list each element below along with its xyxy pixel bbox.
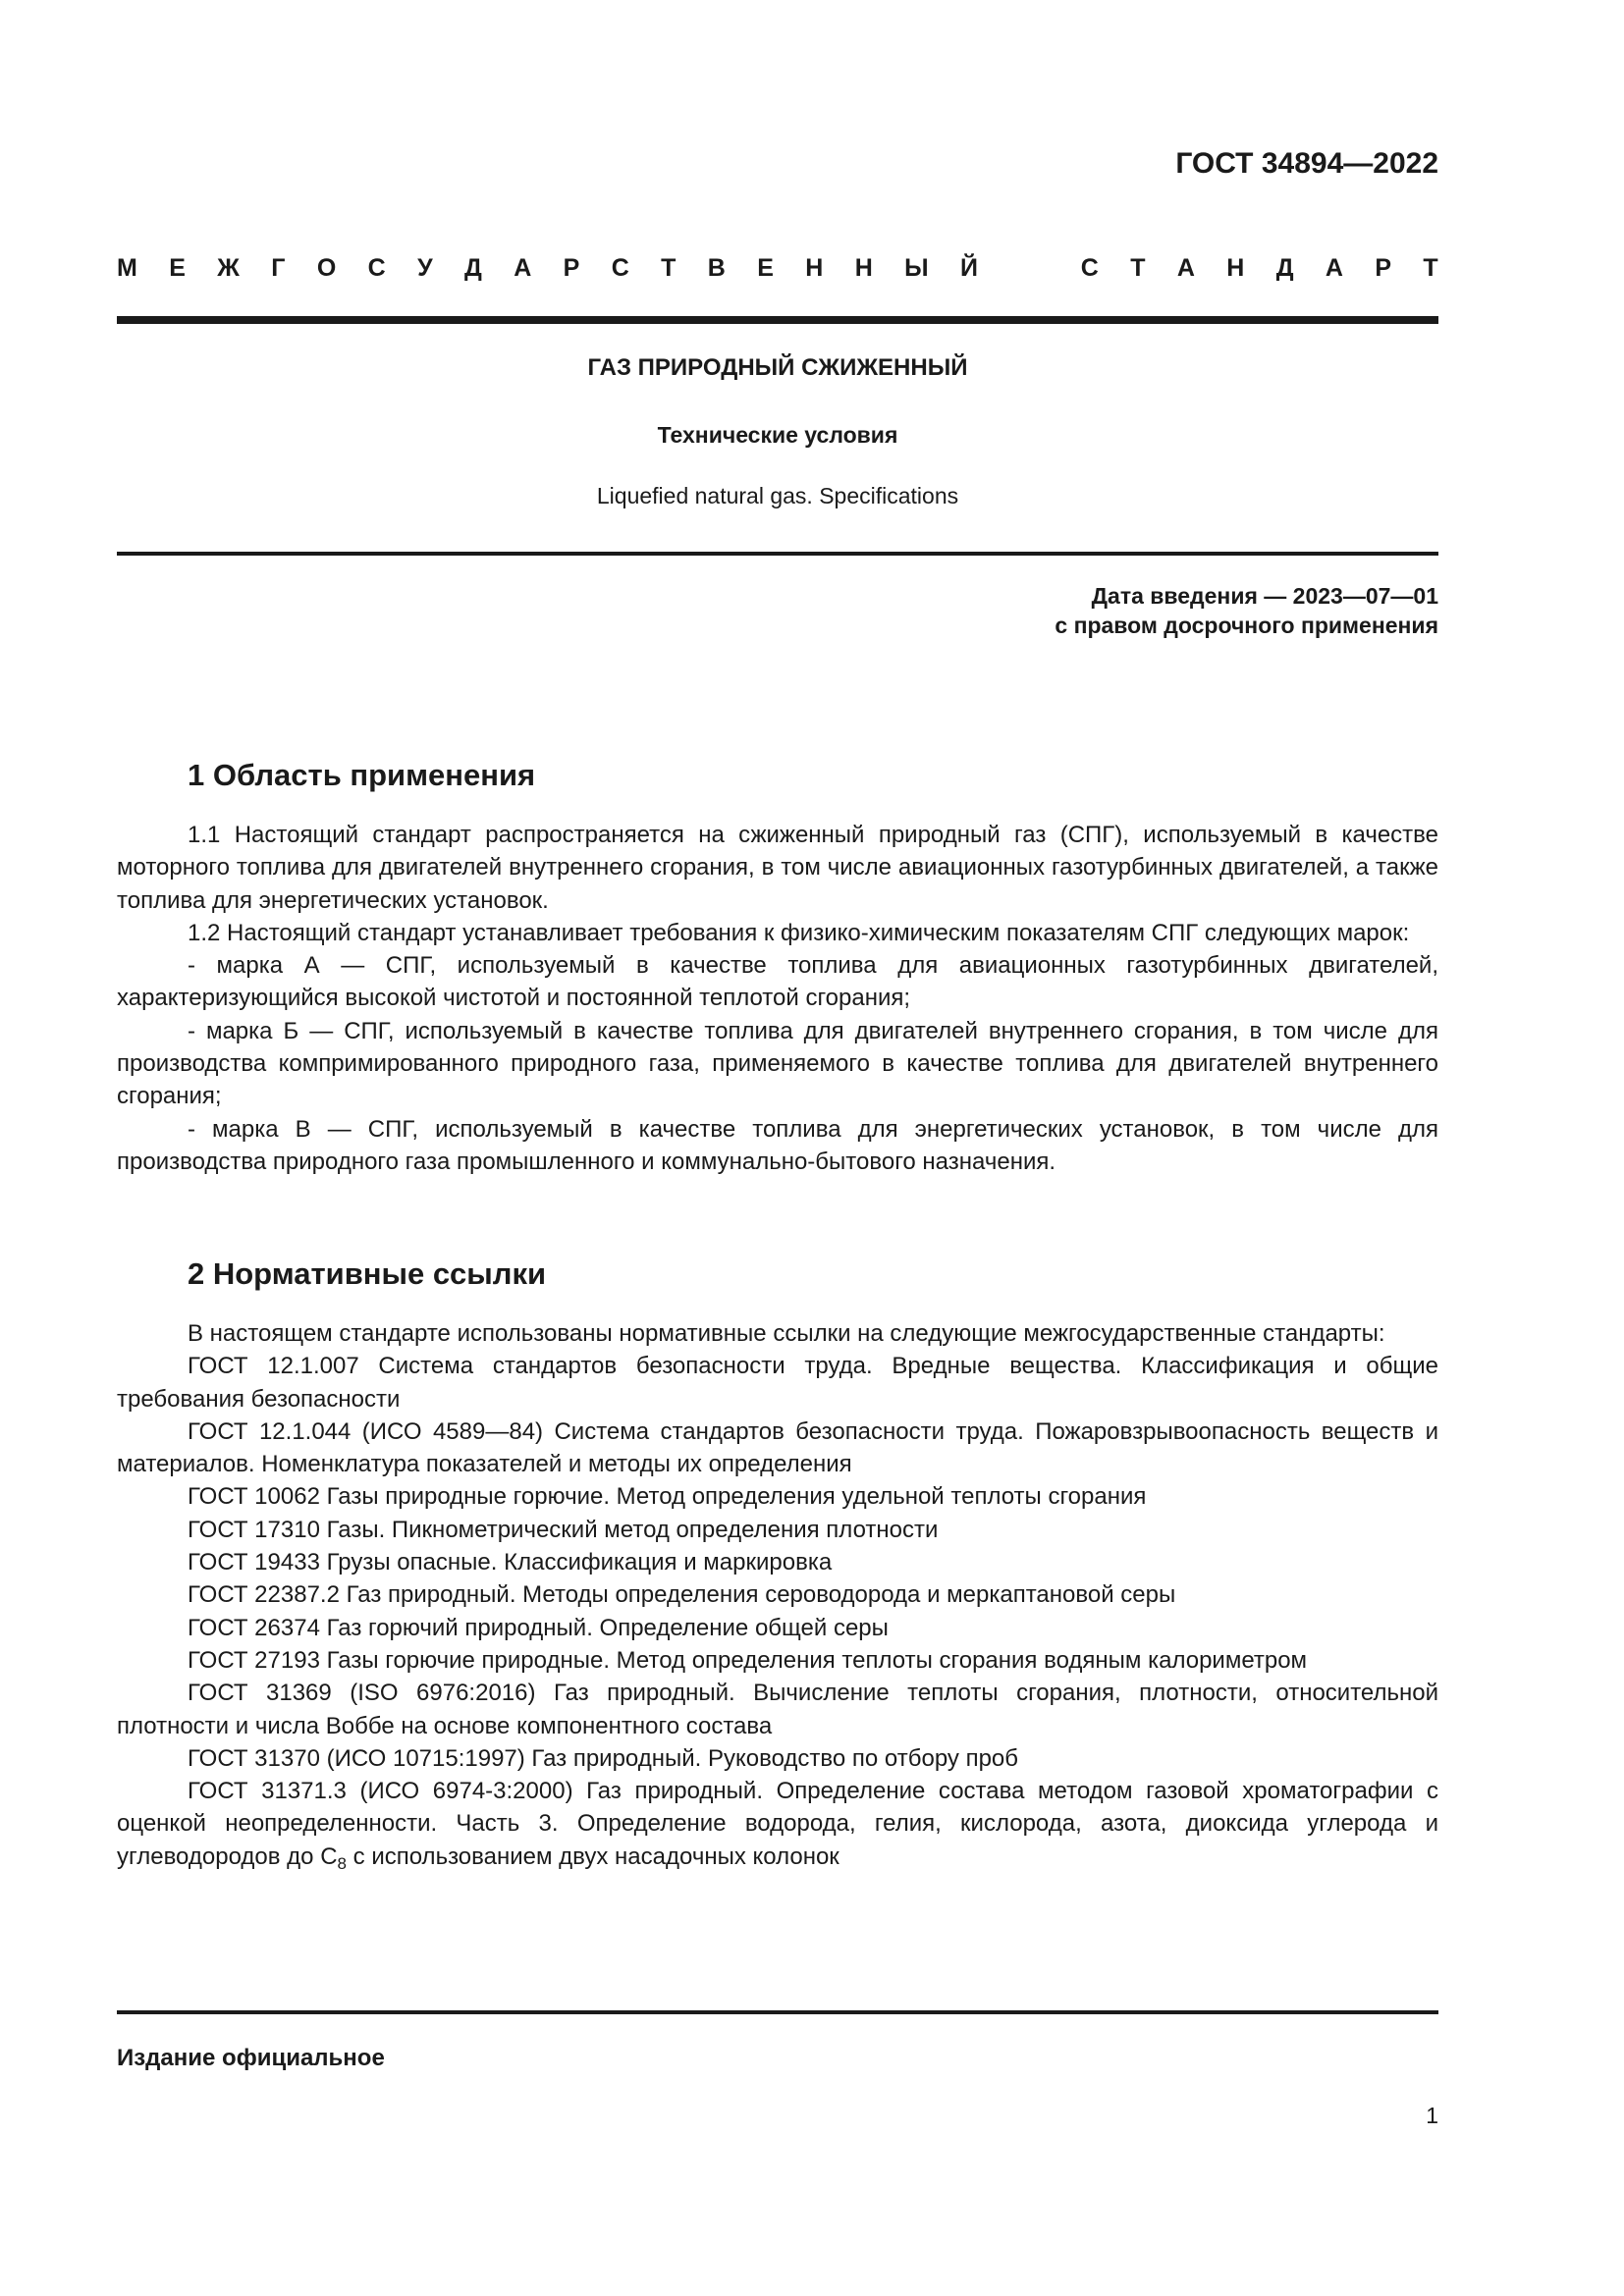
page-number: 1 bbox=[1426, 2103, 1438, 2128]
document-subtitle: Технические условия bbox=[657, 422, 898, 448]
reference-item: ГОСТ 27193 Газы горючие природные. Метод определения теплоты сгорания водяным калориметром bbox=[188, 1646, 1308, 1674]
footer-divider bbox=[117, 2010, 1438, 2014]
document-title-english: Liquefied natural gas. Specifications bbox=[596, 483, 959, 508]
subscript: 8 bbox=[337, 1853, 347, 1873]
interstate-letter: У bbox=[417, 254, 433, 282]
section-1-body bbox=[117, 819, 1438, 1178]
introduction-date bbox=[1055, 581, 1438, 640]
interstate-letter: А bbox=[1176, 254, 1195, 282]
interstate-letter: Е bbox=[757, 254, 774, 282]
section-2-heading: 2 Нормативные ссылки bbox=[188, 1256, 547, 1291]
reference-text: ГОСТ 31371.3 (ИСО 6974-3:2000) Газ природный. Определение состава методом газовой хроматографии с оценкой неопределенности. Часть 3. Определение водорода, гелия, кислорода, азота, диоксида углерода и углеводородов до С bbox=[117, 1778, 1438, 1870]
interstate-letter: О bbox=[316, 254, 337, 282]
reference-text-tail: с использованием двух насадочных колонок bbox=[347, 1842, 839, 1870]
interstate-letter: А bbox=[514, 254, 532, 282]
early-application-line: с правом досрочного применения bbox=[1055, 613, 1438, 638]
reference-item bbox=[117, 1775, 1438, 1873]
document-title: ГАЗ ПРИРОДНЫЙ СЖИЖЕННЫЙ bbox=[587, 354, 968, 381]
interstate-letter: Г bbox=[271, 254, 286, 282]
reference-item: ГОСТ 22387.2 Газ природный. Методы определения сероводорода и меркаптановой серы bbox=[188, 1581, 1176, 1609]
interstate-letter: С bbox=[367, 254, 386, 282]
reference-item: ГОСТ 12.1.044 (ИСО 4589—84) Система стандартов безопасности труда. Пожаровзрывоопасность веществ и материалов. Номенклатура показателей и методы их определения bbox=[117, 1417, 1438, 1478]
interstate-letter: Р bbox=[1375, 254, 1392, 282]
interstate-letter: Т bbox=[661, 254, 677, 282]
reference-item: ГОСТ 12.1.007 Система стандартов безопасности труда. Вредные вещества. Классификация и общие требования безопасности bbox=[117, 1353, 1438, 1413]
list-item: - марка В — СПГ, используемый в качестве топлива для энергетических установок, в том числе для производства природного газа промышленного и коммунально-бытового назначения. bbox=[117, 1115, 1438, 1175]
reference-item: ГОСТ 26374 Газ горючий природный. Определение общей серы bbox=[188, 1614, 889, 1641]
reference-item: ГОСТ 17310 Газы. Пикнометрический метод определения плотности bbox=[188, 1516, 939, 1543]
reference-item: ГОСТ 31369 (ISO 6976:2016) Газ природный. Вычисление теплоты сгорания, плотности, относительной плотности и числа Воббе на основе компонентного состава bbox=[117, 1680, 1438, 1739]
official-edition-label: Издание официальное bbox=[117, 2045, 385, 2071]
reference-item: ГОСТ 10062 Газы природные горючие. Метод определения удельной теплоты сгорания bbox=[188, 1483, 1147, 1511]
interstate-letter: В bbox=[707, 254, 726, 282]
reference-item: ГОСТ 19433 Грузы опасные. Классификация и маркировка bbox=[188, 1549, 833, 1576]
interstate-letter: Р bbox=[563, 254, 580, 282]
section-2-body bbox=[117, 1317, 1438, 1873]
document-page bbox=[117, 0, 1438, 2296]
interstate-standard-heading bbox=[117, 251, 1438, 285]
paragraph: В настоящем стандарте использованы нормативные ссылки на следующие межгосударственные стандарты: bbox=[188, 1320, 1385, 1347]
interstate-letter: М bbox=[117, 254, 137, 282]
list-item: - марка Б — СПГ, используемый в качестве топлива для двигателей внутреннего сгорания, в том числе для производства компримированного природного газа, применяемого в качестве топлива для двигателей внутреннего сгорания; bbox=[117, 1017, 1438, 1110]
interstate-letter: Н bbox=[854, 254, 873, 282]
interstate-letter: А bbox=[1325, 254, 1343, 282]
interstate-letter: Д bbox=[1275, 254, 1294, 282]
paragraph: 1.2 Настоящий стандарт устанавливает требования к физико-химическим показателям СПГ следующих марок: bbox=[188, 919, 1410, 946]
title-divider bbox=[117, 552, 1438, 556]
section-1-heading: 1 Область применения bbox=[188, 758, 536, 792]
word-gap bbox=[1009, 251, 1049, 285]
interstate-letter: С bbox=[611, 254, 629, 282]
interstate-letter: Н bbox=[1226, 254, 1245, 282]
interstate-letter: Д bbox=[464, 254, 482, 282]
list-item: - марка А — СПГ, используемый в качестве топлива для авиационных газотурбинных двигателей, характеризующийся высокой чистотой и постоянной теплотой сгорания; bbox=[117, 952, 1438, 1012]
introduction-date-line: Дата введения — 2023—07—01 bbox=[1091, 583, 1438, 609]
interstate-letter: Н bbox=[805, 254, 824, 282]
standard-number: ГОСТ 34894—2022 bbox=[1175, 147, 1438, 180]
reference-item: ГОСТ 31370 (ИСО 10715:1997) Газ природный. Руководство по отбору проб bbox=[188, 1744, 1019, 1772]
interstate-letter: Й bbox=[960, 254, 978, 282]
interstate-letter: Т bbox=[1423, 254, 1438, 282]
interstate-letter: Е bbox=[169, 254, 186, 282]
header-divider-thick bbox=[117, 316, 1438, 324]
interstate-letter: С bbox=[1080, 254, 1099, 282]
interstate-letter: Т bbox=[1130, 254, 1146, 282]
interstate-letter: Ы bbox=[904, 254, 929, 282]
interstate-letter: Ж bbox=[217, 254, 240, 282]
paragraph: 1.1 Настоящий стандарт распространяется на сжиженный природный газ (СПГ), используемый в качестве моторного топлива для двигателей внутреннего сгорания, в том числе авиационных газотурбинных двигателей, а также топлива для энергетических установок. bbox=[117, 822, 1438, 914]
